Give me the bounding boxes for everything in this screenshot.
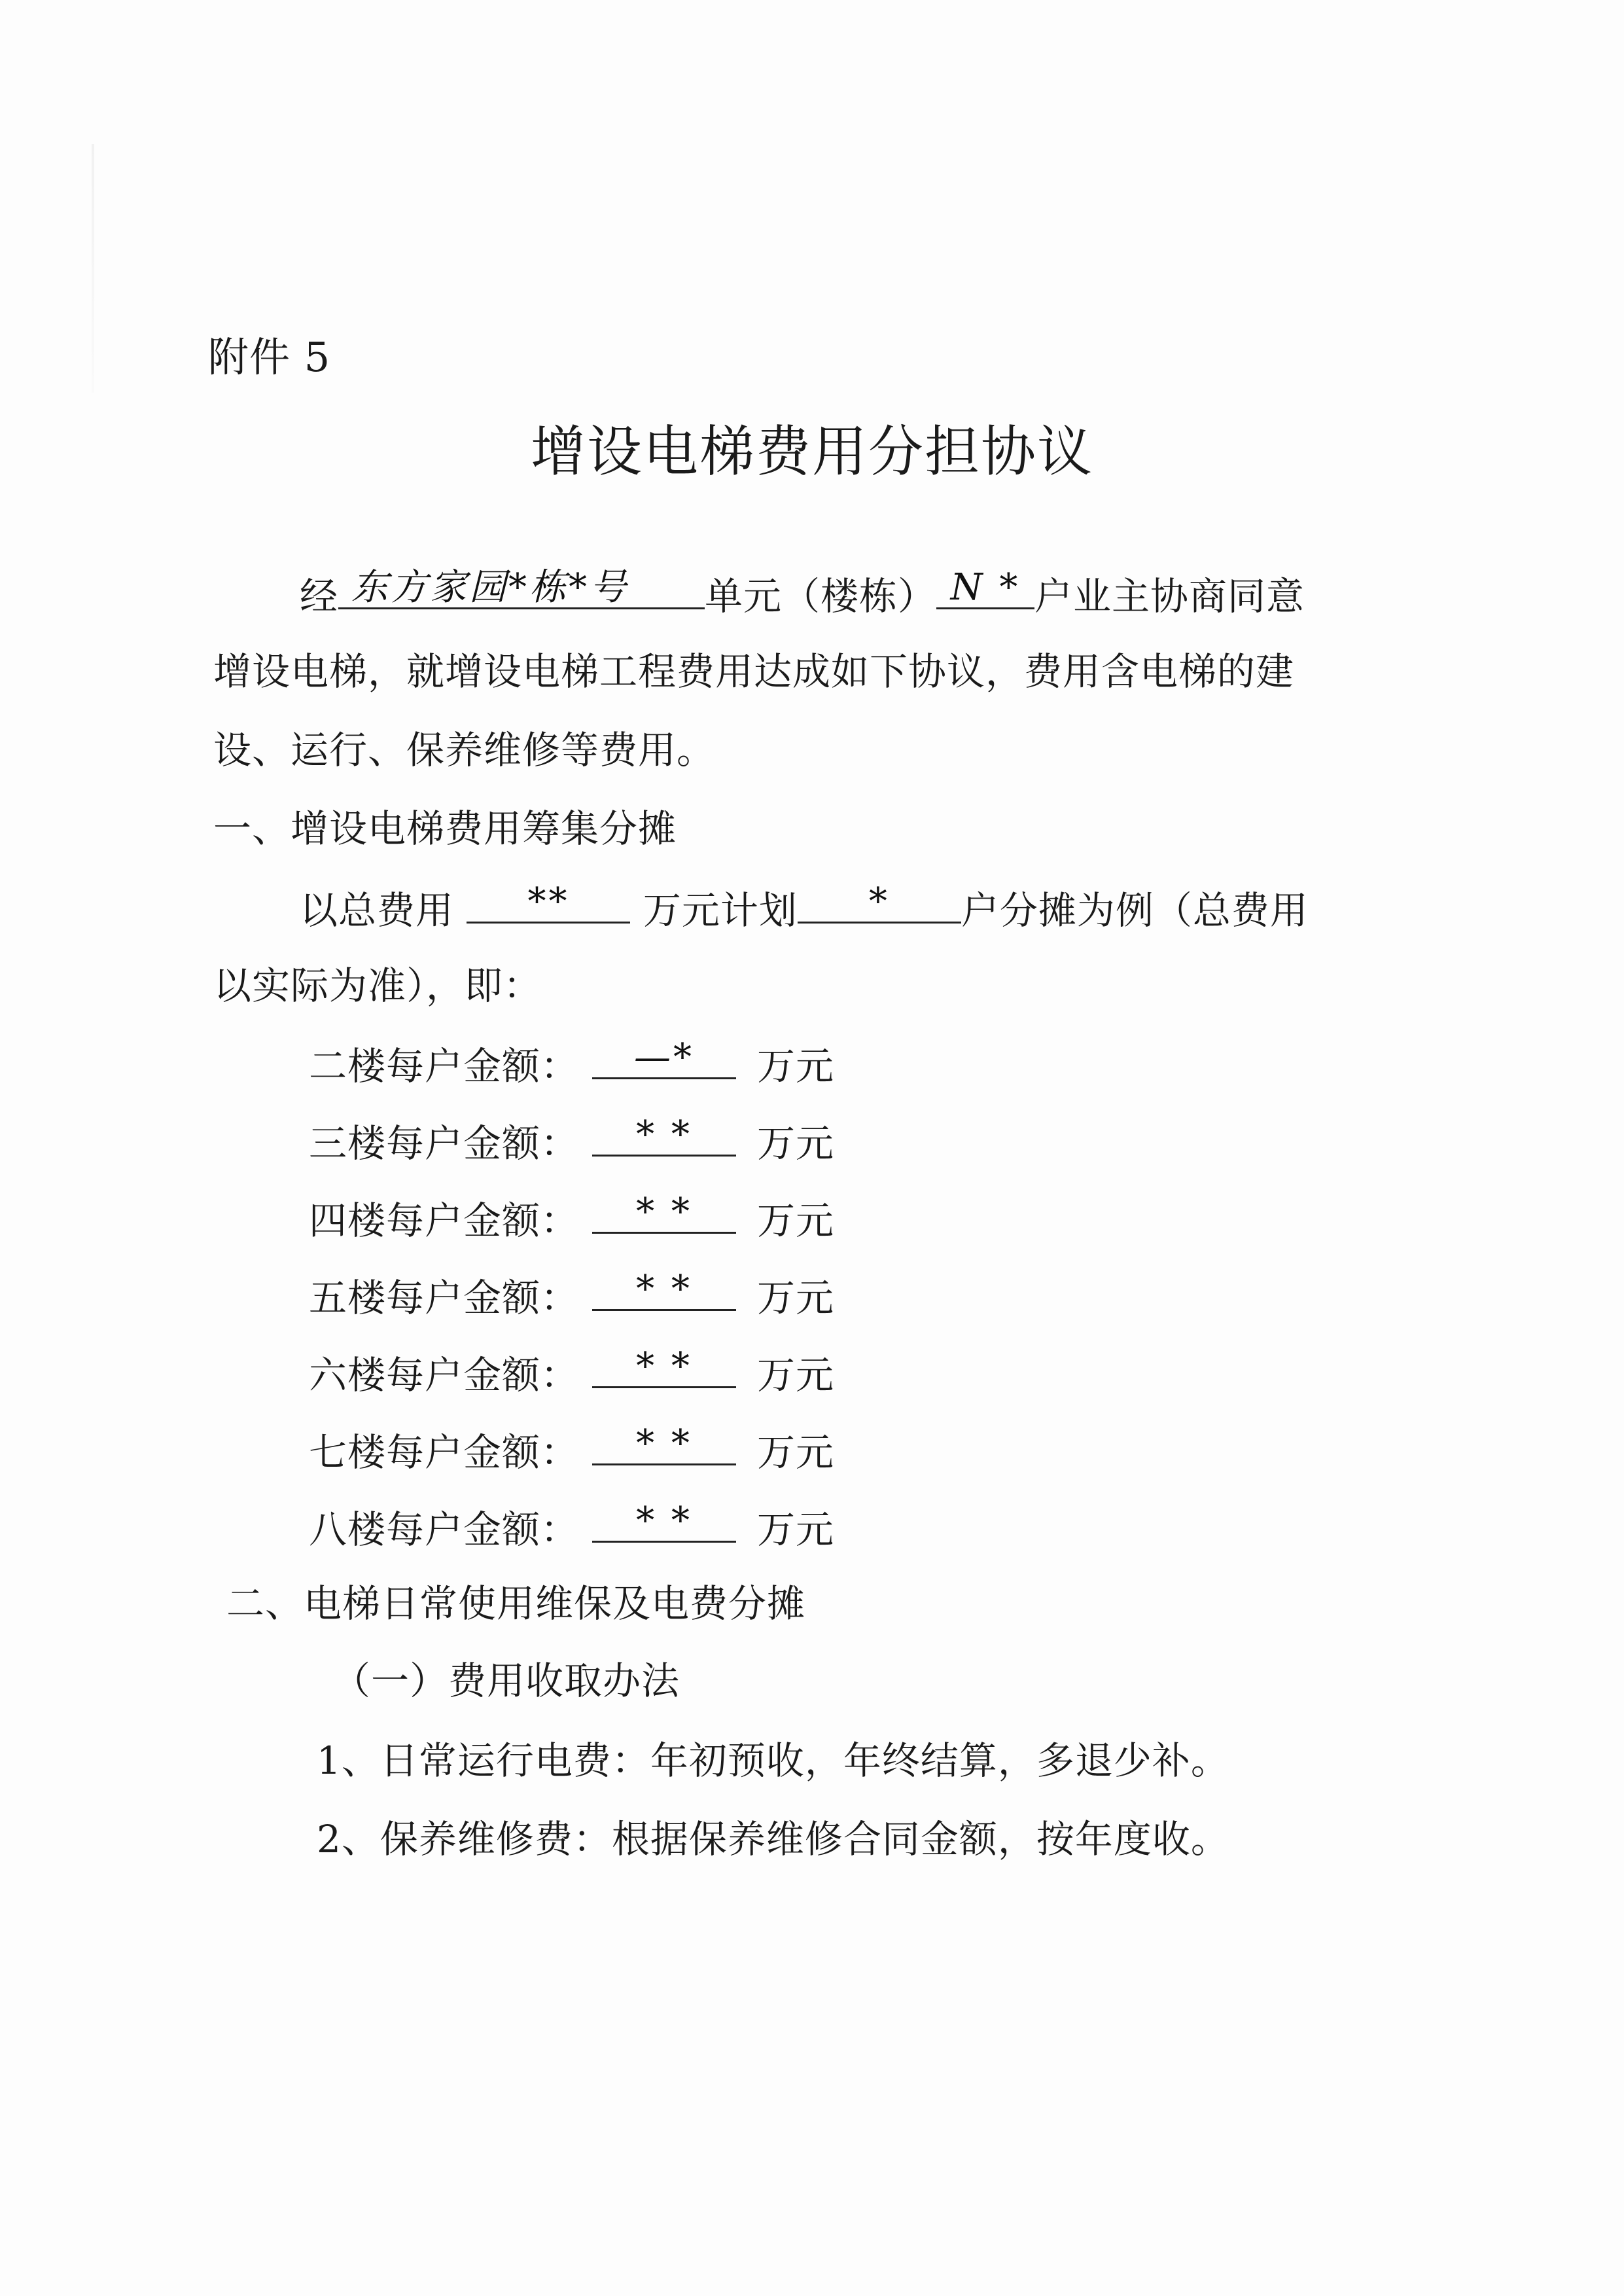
households-blank	[936, 566, 1034, 609]
section2-heading: 二、电梯日常使用维保及电费分摊	[226, 1581, 806, 1626]
floor-amount-handwriting: * *	[636, 1499, 692, 1542]
community-handwriting: 东方家园*栋*号	[351, 566, 629, 609]
fee-item	[317, 1737, 1229, 1784]
scan-edge-shadow	[92, 144, 94, 393]
fee-item	[317, 1816, 1229, 1863]
floor-amount-handwriting: * *	[636, 1345, 692, 1388]
plan-prefix: 以总费用	[300, 888, 455, 933]
floor-label: 三楼每户金额：	[309, 1121, 580, 1166]
plan-households-blank	[798, 880, 961, 924]
floor-unit: 万元	[757, 1507, 835, 1552]
plan-households-handwriting: *	[868, 880, 890, 923]
floor-label: 七楼每户金额：	[309, 1430, 580, 1475]
intro-suffix: 户业主协商同意	[1034, 574, 1305, 619]
floor-amount-handwriting: * *	[636, 1268, 692, 1310]
fee-item-number: 2	[317, 1817, 342, 1861]
floor-amount-blank	[592, 1113, 736, 1157]
intro-line-2: 增设电梯，就增设电梯工程费用达成如下协议，费用含电梯的建	[213, 649, 1295, 694]
households-handwriting: N *	[950, 566, 1021, 609]
intro-mid: 单元（楼栋）	[705, 574, 937, 619]
floor-amount-blank	[592, 1191, 736, 1234]
floor-unit: 万元	[757, 1430, 835, 1475]
floor-amount-handwriting: * *	[636, 1113, 692, 1156]
floor-row	[309, 1345, 835, 1399]
plan-line-1	[300, 880, 1309, 934]
floor-amount-handwriting: * *	[636, 1191, 692, 1233]
floor-label: 二楼每户金额：	[309, 1044, 580, 1088]
total-cost-handwriting: **	[527, 880, 570, 923]
floor-label: 四楼每户金额：	[309, 1198, 580, 1243]
floor-unit: 万元	[757, 1353, 835, 1397]
floor-row	[309, 1113, 835, 1167]
intro-line-1	[300, 566, 1305, 620]
floor-unit: 万元	[757, 1276, 835, 1320]
plan-suffix: 户分摊为例（总费用	[961, 888, 1309, 933]
floor-amount-blank	[592, 1268, 736, 1311]
intro-line-3: 设、运行、保养维修等费用。	[213, 728, 716, 772]
document-title: 增设电梯费用分担协议	[530, 420, 1093, 484]
floor-label: 五楼每户金额：	[309, 1276, 580, 1320]
section1-heading: 一、增设电梯费用筹集分摊	[213, 806, 677, 851]
plan-mid: 万元计划	[643, 888, 798, 933]
fee-item-text: 、日常运行电费：年初预收，年终结算，多退少补。	[341, 1738, 1229, 1783]
floor-amount-handwriting: —*	[634, 1036, 695, 1079]
floor-amount-blank	[592, 1499, 736, 1543]
floor-amount-blank	[592, 1036, 736, 1079]
floor-amount-handwriting: * *	[636, 1422, 692, 1465]
total-cost-blank	[467, 880, 630, 924]
section2-subheading: （一）费用收取办法	[332, 1659, 680, 1703]
floor-row	[309, 1268, 835, 1321]
floor-amount-blank	[592, 1345, 736, 1388]
community-blank	[338, 566, 705, 609]
floor-row	[309, 1422, 835, 1476]
floor-row	[309, 1036, 835, 1090]
attachment-label: 附件 5	[208, 333, 331, 381]
floor-row	[309, 1191, 835, 1244]
plan-line-2: 以实际为准），即：	[213, 963, 542, 1008]
floor-unit: 万元	[757, 1121, 835, 1166]
floor-label: 六楼每户金额：	[309, 1353, 580, 1397]
floor-row	[309, 1499, 835, 1553]
fee-item-text: 、保养维修费：根据保养维修合同金额，按年度收。	[341, 1817, 1229, 1861]
fee-item-number: 1	[317, 1738, 342, 1783]
floor-amount-blank	[592, 1422, 736, 1465]
floor-unit: 万元	[757, 1198, 835, 1243]
floor-label: 八楼每户金额：	[309, 1507, 580, 1552]
floor-unit: 万元	[757, 1044, 835, 1088]
intro-prefix: 经	[300, 574, 339, 619]
